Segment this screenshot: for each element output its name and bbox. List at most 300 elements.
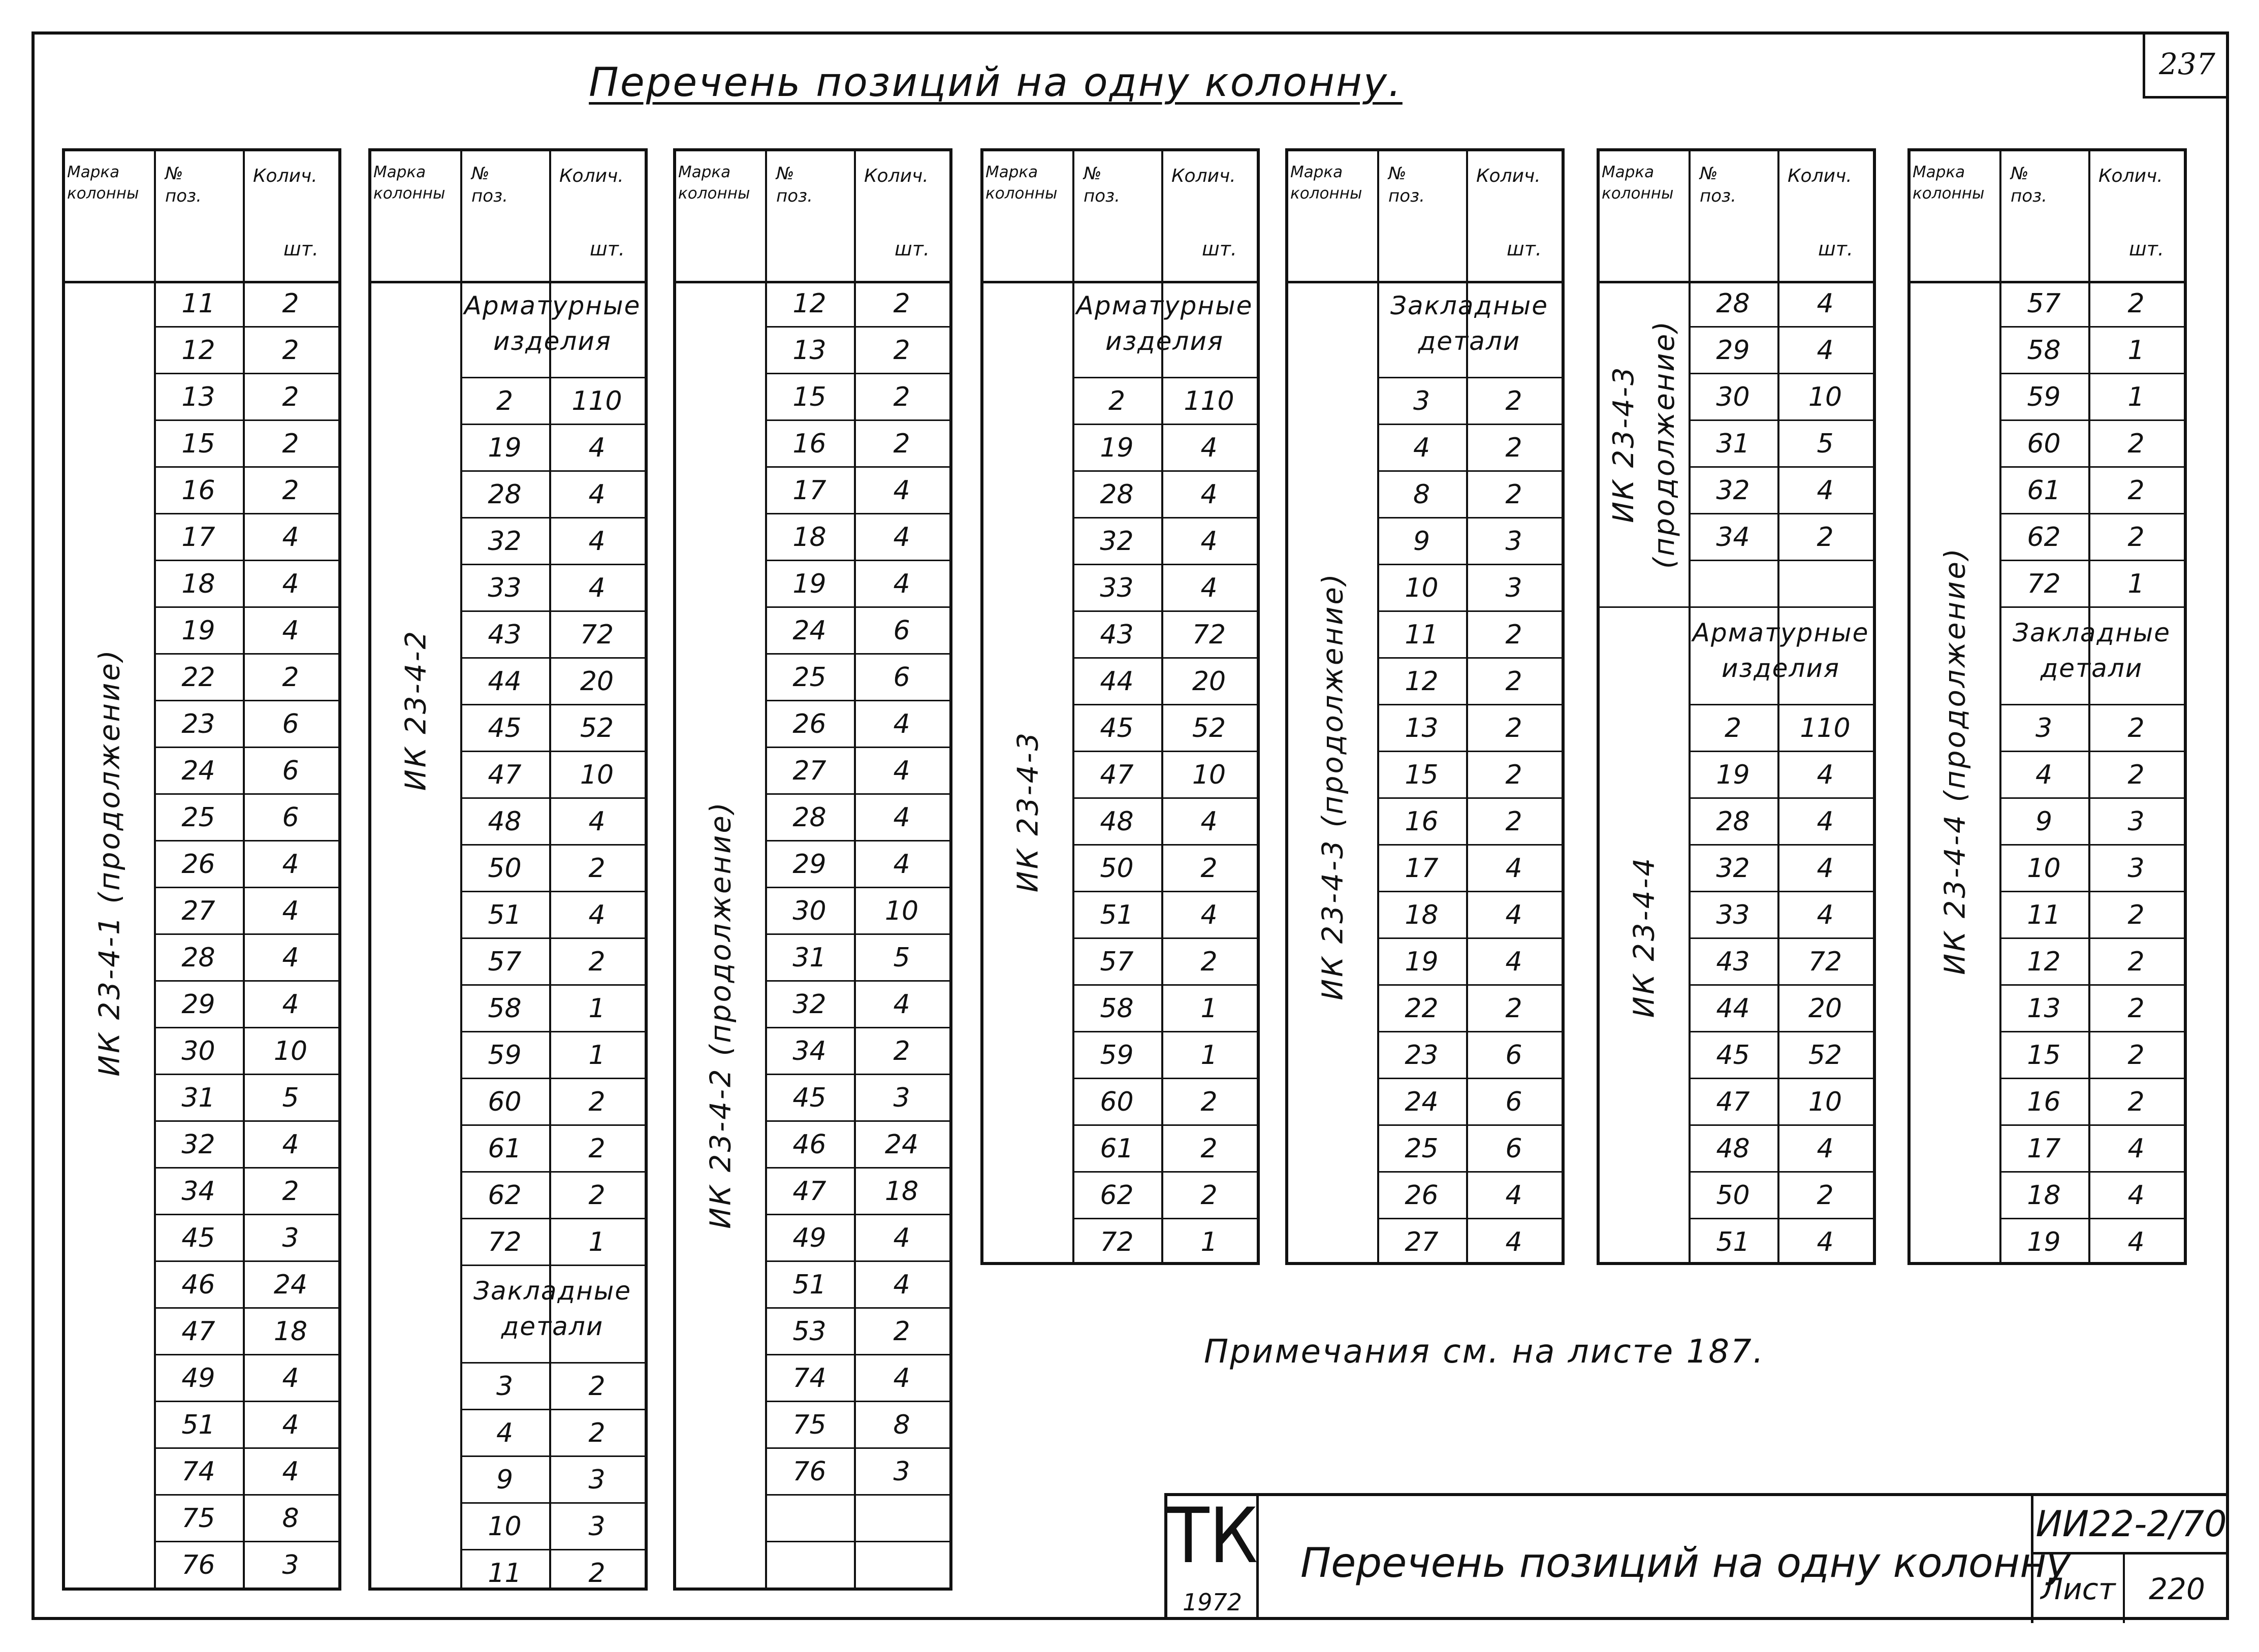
- section-label-armature: [460, 288, 645, 359]
- position-number: 15: [2027, 1040, 2061, 1071]
- quantity: 110: [1800, 712, 1851, 743]
- quantity: 4: [588, 432, 606, 463]
- position-number: 30: [1716, 381, 1750, 412]
- position-number: 47: [488, 759, 522, 790]
- table-row: [1072, 1032, 1257, 1079]
- position-table: [673, 148, 952, 1591]
- table-row: [1689, 846, 1873, 892]
- position-number: 3: [496, 1371, 514, 1402]
- position-number: 2: [496, 385, 514, 416]
- quantity: 3: [893, 1456, 910, 1487]
- quantity: 2: [1200, 946, 1218, 977]
- table-row: [154, 935, 338, 982]
- table-row: [1072, 659, 1257, 705]
- table-row: [765, 1355, 949, 1402]
- table-row: [460, 1219, 645, 1266]
- header-pos-line: поз.: [471, 186, 508, 206]
- quantity: 2: [893, 1035, 910, 1066]
- position-number: 51: [792, 1269, 826, 1300]
- quantity: 2: [893, 335, 910, 366]
- quantity: 4: [1817, 475, 1834, 506]
- quantity: 20: [580, 666, 614, 697]
- position-number: 45: [1716, 1040, 1750, 1071]
- position-number: 75: [792, 1409, 826, 1440]
- position-number: 33: [488, 572, 522, 603]
- table-row: [154, 1496, 338, 1542]
- position-number: 24: [1405, 1086, 1439, 1117]
- position-number: 61: [488, 1133, 522, 1164]
- position-number: 26: [792, 708, 826, 739]
- quantity: 6: [282, 708, 299, 739]
- position-number: 58: [1100, 993, 1134, 1024]
- header-qty: Колич.: [1476, 166, 1541, 186]
- table-row: [1999, 1173, 2184, 1219]
- quantity: 8: [282, 1503, 299, 1534]
- table-row: [765, 1169, 949, 1215]
- page-number: 237: [2143, 31, 2229, 99]
- header-pos: [471, 163, 508, 207]
- quantity: 10: [884, 895, 919, 926]
- position-number: 76: [181, 1549, 215, 1580]
- column-mark: ИК 23-4-4: [1628, 856, 1661, 1018]
- position-number: 31: [181, 1082, 215, 1113]
- position-number: 74: [792, 1363, 826, 1394]
- position-number: 18: [1405, 899, 1439, 930]
- position-number: 30: [181, 1035, 215, 1066]
- section-line: изделия: [1722, 654, 1840, 683]
- table-row: [1377, 519, 1562, 565]
- quantity: 5: [1817, 428, 1834, 459]
- header-pos: [776, 163, 813, 207]
- table-row: [765, 1309, 949, 1355]
- quantity: 4: [1200, 899, 1218, 930]
- quantity: 4: [893, 1222, 910, 1253]
- table-row: [1999, 892, 2184, 939]
- position-number: 15: [181, 428, 215, 459]
- quantity: 4: [2127, 1226, 2145, 1257]
- position-number: 76: [792, 1456, 826, 1487]
- quantity: 2: [1505, 712, 1522, 743]
- quantity: 2: [282, 335, 299, 366]
- position-number: 47: [1716, 1086, 1750, 1117]
- quantity: 2: [2127, 522, 2145, 553]
- table-row: [1377, 659, 1562, 705]
- table-row: [460, 939, 645, 986]
- quantity: 2: [893, 428, 910, 459]
- table-row: [460, 472, 645, 519]
- table-row: [765, 608, 949, 655]
- header-mark: [1602, 161, 1685, 204]
- position-number: 32: [1100, 526, 1134, 557]
- table-row: [154, 1262, 338, 1309]
- header-mark: [67, 161, 150, 204]
- table-row: [1689, 799, 1873, 846]
- table-row: [1072, 1126, 1257, 1173]
- table-row: [154, 1309, 338, 1355]
- table-row: [1072, 986, 1257, 1032]
- table-row: [1689, 421, 1873, 468]
- section-label-embedded: [460, 1273, 645, 1344]
- position-number: 58: [2027, 335, 2061, 366]
- table-row: [1999, 281, 2184, 328]
- quantity: 2: [1817, 522, 1834, 553]
- column-mark-line: ИК 23-4-3: [1607, 366, 1640, 523]
- position-number: 22: [1405, 993, 1439, 1024]
- section-line: Арматурные: [464, 291, 641, 320]
- header-mark: [1290, 161, 1374, 204]
- header-pos: [1700, 163, 1736, 207]
- position-number: 28: [1100, 479, 1134, 510]
- position-number: 51: [1716, 1226, 1750, 1257]
- table-row: [1377, 1079, 1562, 1126]
- table-row: [154, 888, 338, 935]
- table-row: [154, 608, 338, 655]
- table-row: [765, 795, 949, 841]
- header-unit: шт.: [590, 238, 625, 260]
- quantity: 4: [282, 522, 299, 553]
- quantity: 3: [282, 1549, 299, 1580]
- quantity: 52: [1192, 712, 1226, 743]
- quantity: 2: [1200, 1180, 1218, 1211]
- quantity: 2: [588, 1133, 606, 1164]
- quantity: 4: [588, 526, 606, 557]
- position-number: 19: [1405, 946, 1439, 977]
- table-row: [460, 378, 645, 425]
- table-row: [1689, 374, 1873, 421]
- quantity: 3: [1505, 526, 1522, 557]
- position-number: 12: [2027, 946, 2061, 977]
- position-number: 13: [2027, 993, 2061, 1024]
- position-number: 30: [792, 895, 826, 926]
- quantity: 4: [1200, 432, 1218, 463]
- table-row: [1999, 421, 2184, 468]
- quantity: 4: [1505, 1226, 1522, 1257]
- position-number: 11: [1405, 619, 1439, 650]
- table-row: [1377, 939, 1562, 986]
- table-row: [1689, 514, 1873, 561]
- table-row: [1689, 1126, 1873, 1173]
- table-row: [154, 421, 338, 468]
- table-row: [1377, 1126, 1562, 1173]
- header-mark-line: колонны: [1290, 184, 1362, 203]
- quantity: 2: [2127, 1086, 2145, 1117]
- quantity: 72: [1192, 619, 1226, 650]
- section-label-armature: [1072, 288, 1257, 359]
- position-number: 59: [2027, 381, 2061, 412]
- quantity: 4: [1817, 288, 1834, 319]
- table-row: [765, 1122, 949, 1169]
- table-row: [154, 982, 338, 1028]
- table-row: [460, 1550, 645, 1591]
- quantity: 2: [588, 1180, 606, 1211]
- position-table: [1907, 148, 2187, 1265]
- position-number: 29: [792, 849, 826, 880]
- table-row: [1689, 561, 1873, 608]
- quantity: 1: [2127, 335, 2145, 366]
- stamp-title: Перечень позиций на одну колонну: [1300, 1539, 2071, 1586]
- table-row: [154, 1215, 338, 1262]
- document-code: ИИ22-2/70: [2031, 1496, 2229, 1554]
- table-row: [1377, 1032, 1562, 1079]
- quantity: 2: [282, 288, 299, 319]
- table-row: [154, 841, 338, 888]
- header-mark-line: колонны: [67, 184, 139, 203]
- position-number: 10: [488, 1511, 522, 1542]
- quantity: 10: [1192, 759, 1226, 790]
- quantity: 2: [2127, 993, 2145, 1024]
- position-number: 32: [488, 526, 522, 557]
- quantity: 4: [893, 522, 910, 553]
- quantity: 4: [588, 899, 606, 930]
- quantity: 1: [1200, 993, 1218, 1024]
- note: Примечания см. на листе 187.: [1204, 1333, 1765, 1371]
- quantity: 4: [1505, 1180, 1522, 1211]
- quantity: 2: [588, 1086, 606, 1117]
- position-number: 62: [2027, 522, 2061, 553]
- quantity: 2: [588, 1371, 606, 1402]
- position-number: 49: [792, 1222, 826, 1253]
- quantity: 3: [588, 1464, 606, 1495]
- position-number: 25: [181, 802, 215, 833]
- header-unit: шт.: [1202, 238, 1237, 260]
- table-row: [460, 1364, 645, 1410]
- position-number: 32: [792, 989, 826, 1020]
- position-number: 60: [488, 1086, 522, 1117]
- table-row: [1072, 752, 1257, 799]
- header-unit: шт.: [1507, 238, 1542, 260]
- quantity: 5: [282, 1082, 299, 1113]
- header-mark-line: Марка: [985, 163, 1038, 181]
- table-row: [154, 748, 338, 795]
- table-row: [765, 982, 949, 1028]
- quantity: 18: [273, 1316, 308, 1347]
- table-row: [765, 421, 949, 468]
- quantity: 2: [2127, 475, 2145, 506]
- table-row: [1999, 561, 2184, 608]
- section-line: изделия: [1105, 327, 1224, 356]
- quantity: 6: [1505, 1133, 1522, 1164]
- position-number: 16: [1405, 806, 1439, 837]
- quantity: 2: [588, 853, 606, 884]
- quantity: 2: [588, 1417, 606, 1448]
- table-row: [1072, 1173, 1257, 1219]
- position-table: [368, 148, 648, 1591]
- quantity: 2: [893, 1316, 910, 1347]
- position-number: 15: [792, 381, 826, 412]
- table-row: [765, 561, 949, 608]
- table-row: [154, 1449, 338, 1496]
- table-row: [1377, 612, 1562, 659]
- position-number: 24: [181, 755, 215, 786]
- header-unit: шт.: [2129, 238, 2164, 260]
- quantity: 1: [588, 1040, 606, 1071]
- table-row: [1072, 705, 1257, 752]
- table-row: [1072, 799, 1257, 846]
- position-number: 10: [1405, 572, 1439, 603]
- table-row: [460, 892, 645, 939]
- header-mark-line: колонны: [1602, 184, 1674, 203]
- position-number: 47: [181, 1316, 215, 1347]
- position-number: 19: [488, 432, 522, 463]
- table-row: [1072, 892, 1257, 939]
- position-number: 10: [2027, 853, 2061, 884]
- table-row: [1377, 986, 1562, 1032]
- quantity: 2: [1200, 853, 1218, 884]
- table-row: [1999, 752, 2184, 799]
- position-number: 4: [2035, 759, 2053, 790]
- table-header: [1911, 151, 2184, 283]
- position-number: 44: [488, 666, 522, 697]
- header-mark-line: колонны: [985, 184, 1058, 203]
- table-row: [1999, 1079, 2184, 1126]
- quantity: 4: [1200, 526, 1218, 557]
- quantity: 2: [1505, 619, 1522, 650]
- position-number: 29: [181, 989, 215, 1020]
- table-row: [154, 1028, 338, 1075]
- quantity: 4: [282, 895, 299, 926]
- table-row: [1377, 425, 1562, 472]
- table-row: [1377, 472, 1562, 519]
- quantity: 4: [282, 989, 299, 1020]
- table-row: [1072, 565, 1257, 612]
- header-pos-line: №: [471, 164, 490, 184]
- header-mark-line: Марка: [678, 163, 731, 181]
- quantity: 4: [2127, 1133, 2145, 1164]
- quantity: 2: [282, 662, 299, 693]
- header-pos: [1388, 163, 1425, 207]
- header-pos-line: №: [165, 164, 183, 184]
- position-number: 27: [1405, 1226, 1439, 1257]
- quantity: 2: [2127, 1040, 2145, 1071]
- section-line: изделия: [493, 327, 612, 356]
- column-mark: ИК 23-4-2 (продолжение): [704, 800, 737, 1229]
- section-label-armature: [1689, 615, 1873, 686]
- position-number: 48: [1100, 806, 1134, 837]
- header-qty: Колич.: [253, 166, 317, 186]
- section-line: Закладные: [473, 1276, 631, 1306]
- position-number: 19: [2027, 1226, 2061, 1257]
- section-line: Закладные: [2013, 618, 2171, 647]
- quantity: 2: [2127, 288, 2145, 319]
- header-pos-line: поз.: [776, 186, 813, 206]
- table-row: [1072, 846, 1257, 892]
- quantity: 4: [1505, 946, 1522, 977]
- position-number: 27: [792, 755, 826, 786]
- position-number: 34: [181, 1176, 215, 1207]
- quantity: 2: [1505, 806, 1522, 837]
- position-number: 12: [181, 335, 215, 366]
- quantity: 10: [1808, 1086, 1842, 1117]
- table-row: [154, 281, 338, 328]
- table-row: [460, 846, 645, 892]
- table-header: [371, 151, 645, 283]
- position-number: 22: [181, 662, 215, 693]
- position-number: 43: [1100, 619, 1134, 650]
- table-row: [765, 374, 949, 421]
- table-row: [765, 935, 949, 982]
- sheet-number: 220: [2149, 1571, 2205, 1606]
- table-row: [460, 752, 645, 799]
- position-number: 53: [792, 1316, 826, 1347]
- section-line: детали: [501, 1312, 604, 1341]
- position-number: 28: [181, 942, 215, 973]
- table-row: [1689, 752, 1873, 799]
- quantity: 4: [893, 475, 910, 506]
- quantity: 2: [282, 1176, 299, 1207]
- position-number: 4: [496, 1417, 514, 1448]
- quantity: 6: [893, 615, 910, 646]
- table-row: [1689, 1079, 1873, 1126]
- section-line: детали: [2040, 654, 2143, 683]
- position-number: 43: [1716, 946, 1750, 977]
- table-row: [460, 1504, 645, 1550]
- quantity: 10: [1808, 381, 1842, 412]
- quantity: 1: [1200, 1226, 1218, 1257]
- position-number: 57: [1100, 946, 1134, 977]
- table-row: [154, 561, 338, 608]
- table-row: [1999, 328, 2184, 374]
- position-number: 23: [181, 708, 215, 739]
- section-label-embedded: [1377, 288, 1562, 359]
- position-number: 26: [1405, 1180, 1439, 1211]
- header-pos-line: №: [776, 164, 794, 184]
- position-number: 61: [2027, 475, 2061, 506]
- quantity: 20: [1192, 666, 1226, 697]
- quantity: 3: [893, 1082, 910, 1113]
- quantity: 24: [273, 1269, 308, 1300]
- position-number: 28: [792, 802, 826, 833]
- quantity: 4: [2127, 1180, 2145, 1211]
- quantity: 2: [588, 946, 606, 977]
- position-number: 11: [181, 288, 215, 319]
- position-table: [62, 148, 341, 1591]
- table-row: [154, 374, 338, 421]
- title-block: [1164, 1493, 2229, 1620]
- quantity: 2: [893, 288, 910, 319]
- header-pos-line: поз.: [1388, 186, 1425, 206]
- quantity: 2: [1200, 1133, 1218, 1164]
- quantity: 6: [282, 802, 299, 833]
- table-row: [1072, 939, 1257, 986]
- table-row: [765, 281, 949, 328]
- quantity: 8: [893, 1409, 910, 1440]
- position-number: 44: [1100, 666, 1134, 697]
- header-mark: [373, 161, 457, 204]
- table-row: [765, 1215, 949, 1262]
- header-pos: [165, 163, 202, 207]
- position-number: 18: [181, 568, 215, 599]
- quantity: 2: [1505, 385, 1522, 416]
- table-row: [1999, 799, 2184, 846]
- table-row: [765, 1075, 949, 1122]
- table-row: [1072, 378, 1257, 425]
- position-number: 48: [1716, 1133, 1750, 1164]
- header-pos-line: поз.: [165, 186, 202, 206]
- quantity: 6: [282, 755, 299, 786]
- position-number: 12: [1405, 666, 1439, 697]
- quantity: 4: [282, 849, 299, 880]
- table-row: [154, 1122, 338, 1169]
- table-row: [765, 1449, 949, 1496]
- position-number: 11: [488, 1558, 522, 1589]
- header-qty: Колич.: [2098, 166, 2163, 186]
- position-number: 17: [181, 522, 215, 553]
- quantity: 52: [580, 712, 614, 743]
- quantity: [854, 1496, 949, 1541]
- position-number: 25: [1405, 1133, 1439, 1164]
- quantity: 4: [282, 1409, 299, 1440]
- position-table: [1597, 148, 1876, 1265]
